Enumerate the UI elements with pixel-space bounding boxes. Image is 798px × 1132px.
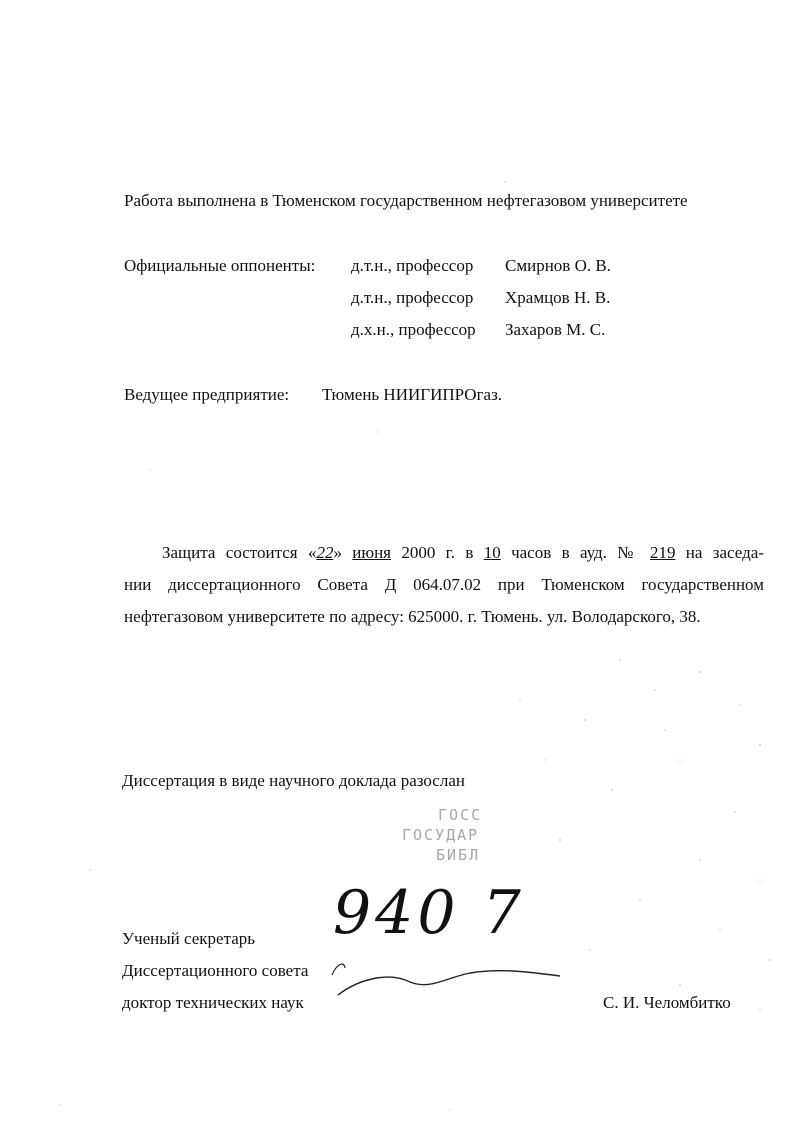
opponent-3-degree: д.х.н., профессор [351,320,476,339]
header-line: Работа выполнена в Тюменском государственном нефтегазовом университете [124,191,688,210]
opponent-1-name: Смирнов О. В. [505,256,611,275]
leading-label: Ведущее предприятие: [124,385,290,404]
dissertation-line: Диссертация в виде научного доклада разослан [122,771,465,790]
stamp-line-3: БИБЛ [436,846,481,864]
opponents-label: Официальные оппоненты: [124,256,316,275]
defense-hour: 10 [483,543,501,562]
opponent-3-name: Захаров М. С. [505,320,606,339]
stamp-line-1: ГОСС [438,806,483,824]
secretary-name: С. И. Челомбитко [603,993,731,1012]
defense-day: 22 [316,543,334,562]
defense-line-3: нефтегазовом университете по адресу: 625000. г. Тюмень. ул. Володарского, 38. [124,607,701,626]
secretary-line-1: Ученый секретарь [122,929,256,948]
defense-line-2: нии диссертационного Совета Д 064.07.02 при Тюменском государственном [124,575,764,594]
defense-month: июня [352,543,391,562]
leading-value: Тюмень НИИГИПРОгаз. [322,385,503,404]
defense-intro: Защита состоится [162,543,298,562]
secretary-line-2: Диссертационного совета [122,961,309,980]
defense-line-1: Защита состоится «22» июня 2000 г. в 10 часов в ауд. № 219 на заседа- [162,543,764,562]
handwritten-number: 940 7 [333,878,525,948]
opponent-2-name: Храмцов Н. В. [505,288,611,307]
opponent-2-degree: д.т.н., профессор [351,288,474,307]
stamp-line-2: ГОСУДАР [402,826,480,844]
opponent-1-degree: д.т.н., профессор [351,256,474,275]
defense-room: 219 [649,543,676,562]
secretary-line-3: доктор технических наук [122,993,304,1012]
